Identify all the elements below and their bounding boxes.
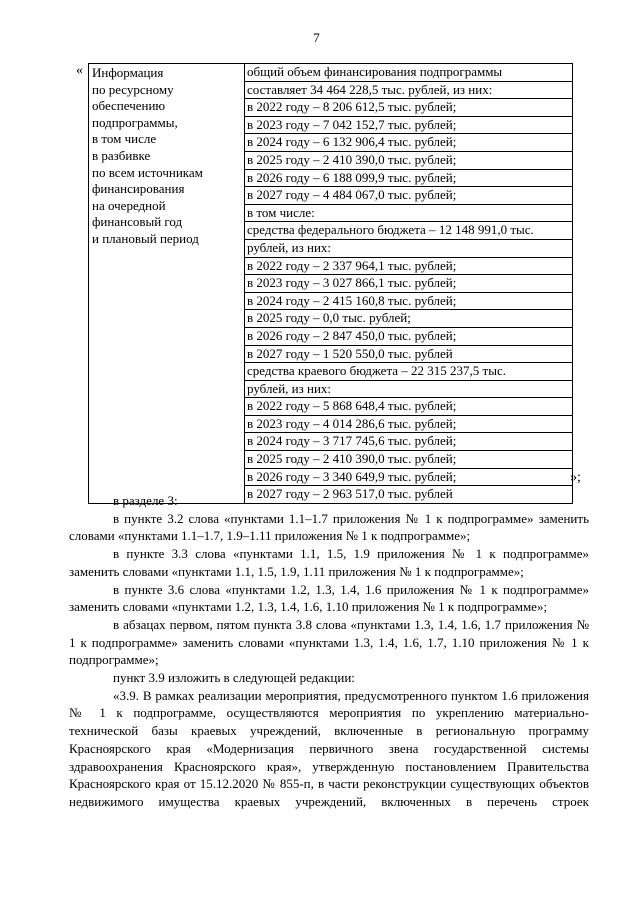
funding-label-line: финансирования — [92, 181, 185, 197]
page-number: 7 — [313, 30, 320, 45]
funding-value-line: в 2024 году – 3 717 745,6 тыс. рублей; — [245, 432, 572, 450]
funding-label-line: подпрограммы, — [92, 114, 178, 130]
paragraph-item-3-9-text: «3.9. В рамках реализации мероприятия, предусмотренного пунктом 1.6 приложения № 1 к подпрограмме, осуществляются мероприятия по укреплению материально-технической базы краевых учреждений, включенные в региональную программу Красноярского края «Модернизация первичного звена государственной системы здравоохранения Красноярского края», утвержденную постановлением Правительства Красноярского края от 15.12.2020 № 855-п, в части реконструкции существующих объектов недвижимого имущества краевых учреждений, включенных в перечень строек — [69, 687, 589, 809]
funding-label-line: на очередной — [92, 197, 166, 213]
funding-values-lines — [245, 64, 572, 503]
funding-value-line: в 2022 году – 8 206 612,5 тыс. рублей; — [245, 98, 572, 116]
funding-value-line: в 2027 году – 4 484 067,0 тыс. рублей; — [245, 186, 572, 204]
funding-value-line: в 2023 году – 4 014 286,6 тыс. рублей; — [245, 415, 572, 433]
funding-value-line: в 2025 году – 2 410 390,0 тыс. рублей; — [245, 151, 572, 169]
funding-value-line: в 2022 году – 5 868 648,4 тыс. рублей; — [245, 397, 572, 415]
funding-table-row — [89, 64, 573, 504]
funding-value-line: в 2026 году – 2 847 450,0 тыс. рублей; — [245, 327, 572, 345]
paragraph-item-3-3: в пункте 3.3 слова «пунктами 1.1, 1.5, 1.9 приложения № 1 к подпрограмме» заменить словами «пунктами 1.1, 1.5, 1.9, 1.11 приложения № 1 к подпрограмме»; — [69, 546, 589, 579]
funding-value-line: средства федерального бюджета – 12 148 991,0 тыс. — [245, 221, 572, 239]
funding-value-line: в 2026 году – 6 188 099,9 тыс. рублей; — [245, 169, 572, 187]
funding-value-line: общий объем финансирования подпрограммы — [247, 64, 503, 79]
funding-values-cell — [245, 64, 573, 504]
funding-label-line: в разбивке — [92, 147, 151, 163]
funding-value-line: в том числе: — [245, 204, 572, 222]
funding-label-cell — [89, 64, 245, 504]
funding-label-line: в том числе — [92, 131, 157, 147]
funding-value-line: в 2026 году – 3 340 649,9 тыс. рублей; — [245, 468, 572, 486]
paragraph-section-3: в разделе 3: — [113, 493, 178, 508]
paragraph-item-3-6: в пункте 3.6 слова «пунктами 1.2, 1.3, 1.4, 1.6 приложения № 1 к подпрограмме» заменить словами «пунктами 1.2, 1.3, 1.4, 1.6, 1.10 приложения № 1 к подпрограмме»; — [69, 581, 589, 615]
funding-value-line: в 2027 году – 1 520 550,0 тыс. рублей — [245, 345, 572, 363]
funding-value-line: рублей, из них: — [245, 239, 572, 257]
funding-table — [88, 63, 573, 504]
funding-value-line: рублей, из них: — [245, 380, 572, 398]
funding-value-line: в 2025 году – 0,0 тыс. рублей; — [245, 309, 572, 327]
closing-quote-mark: »; — [570, 470, 581, 485]
funding-value-line: в 2025 году – 2 410 390,0 тыс. рублей; — [245, 450, 572, 468]
funding-label-line: обеспечению — [92, 98, 166, 114]
funding-label-lines — [92, 65, 244, 248]
amendment-text — [69, 492, 589, 811]
funding-label-line: финансовый год — [92, 214, 183, 230]
paragraph-item-3-9-intro: пункт 3.9 изложить в следующей редакции: — [113, 670, 355, 686]
funding-value-line: средства краевого бюджета – 22 315 237,5 тыс. — [245, 362, 572, 380]
funding-label-line: по ресурсному — [92, 81, 174, 97]
funding-value-line: составляет 34 464 228,5 тыс. рублей, из них: — [245, 81, 572, 99]
funding-label-line: по всем источникам — [92, 164, 203, 180]
funding-value-line: в 2027 году – 2 963 517,0 тыс. рублей — [245, 485, 572, 503]
funding-value-line: в 2023 году – 7 042 152,7 тыс. рублей; — [245, 116, 572, 134]
paragraph-item-3-8: в абзацах первом, пятом пункта 3.8 слова «пунктами 1.3, 1.4, 1.6, 1.7 приложения № 1 к подпрограмме» заменить словами «пунктами 1.3, 1.4, 1.6, 1.7, 1.10 приложения № 1 к подпрограмме»; — [69, 616, 589, 668]
paragraph-item-3-2: в пункте 3.2 слова «пунктами 1.1–1.7 приложения № 1 к подпрограмме» заменить словами «пунктами 1.1–1.7, 1.9–1.11 приложения № 1 к подпрограмме»; — [69, 510, 589, 544]
funding-value-line: в 2023 году – 3 027 866,1 тыс. рублей; — [245, 274, 572, 292]
funding-value-line: в 2024 году – 2 415 160,8 тыс. рублей; — [245, 292, 572, 310]
opening-quote-mark: « — [76, 63, 83, 78]
funding-value-line: в 2022 году – 2 337 964,1 тыс. рублей; — [245, 257, 572, 275]
funding-label-line: Информация — [92, 65, 164, 80]
funding-label-line: и плановый период — [92, 230, 199, 246]
funding-value-line: в 2024 году – 6 132 906,4 тыс. рублей; — [245, 133, 572, 151]
